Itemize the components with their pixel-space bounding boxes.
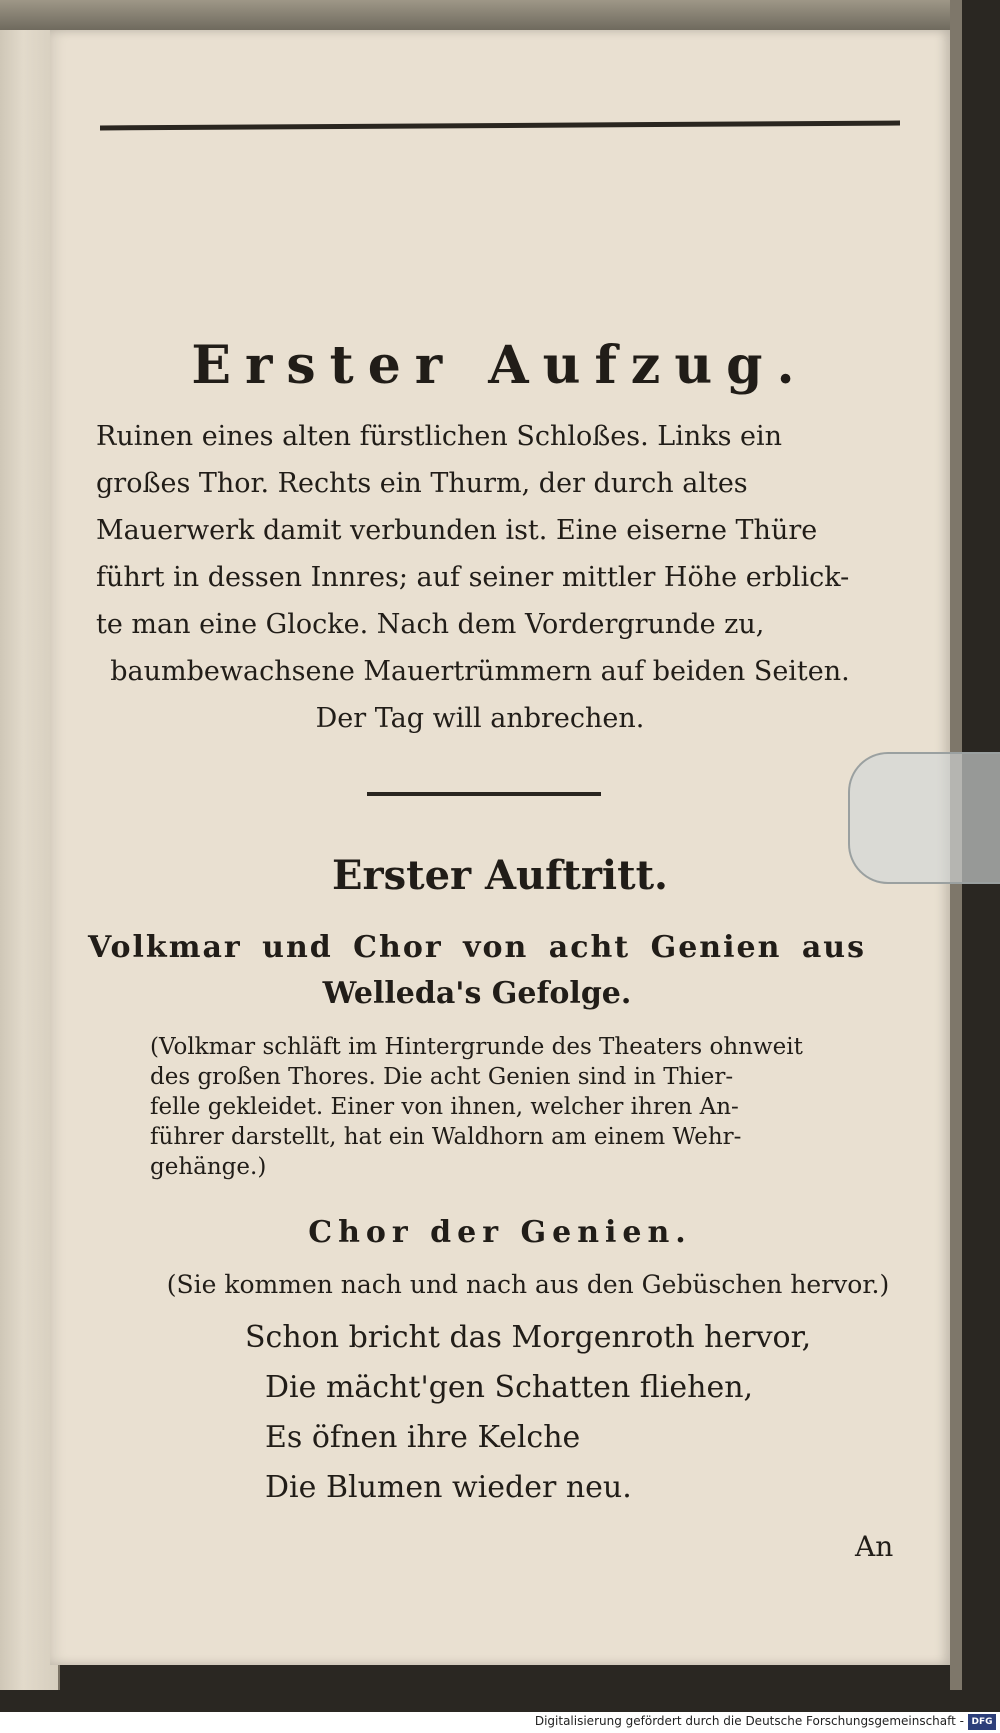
scene-title: Erster Auftritt.	[332, 852, 668, 899]
book-page	[50, 30, 950, 1665]
section-rule	[367, 792, 601, 796]
stage-line: te man eine Glocke. Nach dem Vordergrunde zu,	[96, 609, 765, 640]
cast-line: Welleda's Gefolge.	[322, 976, 632, 1011]
direction-line: gehänge.)	[150, 1154, 267, 1180]
verse-line: Es öfnen ihre Kelche	[265, 1420, 581, 1455]
verse-line: Die mächt'gen Schatten fliehen,	[265, 1370, 754, 1405]
cast-line: Volkmar und Chor von acht Genien aus	[88, 930, 866, 965]
chorus-heading: Chor der Genien.	[308, 1215, 692, 1250]
stage-setting	[96, 413, 864, 742]
stage-line: großes Thor. Rechts ein Thurm, der durch altes	[96, 468, 748, 499]
dfg-logo: DFG	[968, 1714, 996, 1730]
stage-direction	[150, 1032, 866, 1182]
act-title: Erster Aufzug.	[191, 335, 809, 396]
direction-line: felle gekleidet. Einer von ihnen, welcher ihren An-	[150, 1094, 739, 1120]
stage-line: Der Tag will anbrechen.	[315, 703, 645, 734]
cast-list	[88, 925, 866, 1017]
stage-line: Ruinen eines alten fürstlichen Schloßes. Links ein	[96, 421, 783, 452]
catchword: An	[855, 1530, 894, 1563]
footer-credit: Digitalisierung gefördert durch die Deutsche Forschungsgemeinschaft -	[534, 1714, 964, 1728]
stage-line: baumbewachsene Mauertrümmern auf beiden Seiten.	[110, 656, 850, 687]
book-top-edge	[0, 0, 960, 30]
page-clip	[848, 752, 1000, 884]
verse-line: Schon bricht das Morgenroth hervor,	[245, 1320, 812, 1355]
chorus-direction: (Sie kommen nach und nach aus den Gebüschen hervor.)	[166, 1270, 890, 1299]
direction-line: (Volkmar schläft im Hintergrunde des Theaters ohnweit	[150, 1034, 803, 1060]
top-rule	[100, 121, 900, 131]
direction-line: führer darstellt, hat ein Waldhorn am einem Wehr-	[150, 1124, 742, 1150]
stage-line: Mauerwerk damit verbunden ist. Eine eiserne Thüre	[96, 515, 818, 546]
direction-line: des großen Thores. Die acht Genien sind in Thier-	[150, 1064, 734, 1090]
stage-line: führt in dessen Innres; auf seiner mittler Höhe erblick-	[96, 562, 850, 593]
verse-line: Die Blumen wieder neu.	[265, 1470, 632, 1505]
